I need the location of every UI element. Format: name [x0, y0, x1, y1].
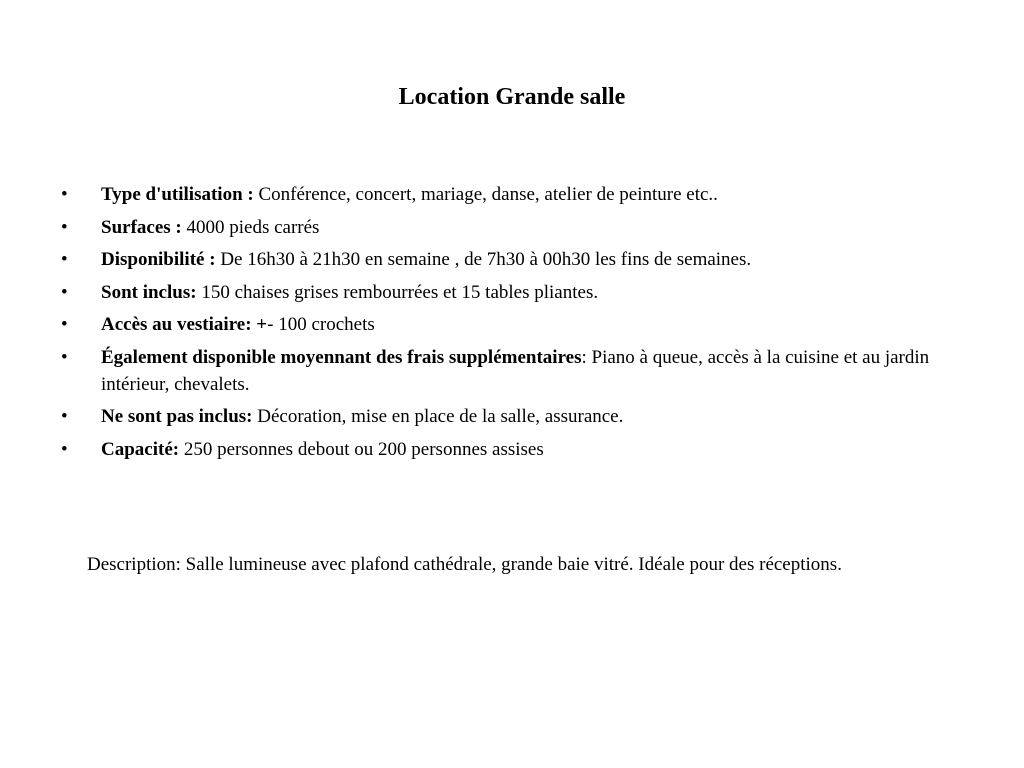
feature-label: Disponibilité :	[101, 249, 216, 270]
feature-item-not-included	[0, 403, 1024, 430]
feature-item-cloakroom	[0, 311, 1024, 338]
feature-text: De 16h30 à 21h30 en semaine , de 7h30 à 00h30 les fins de semaines.	[215, 249, 752, 270]
feature-label: Type d'utilisation :	[101, 184, 254, 205]
feature-text: : Piano à queue, accès à la cuisine et au jardin intérieur, chevalets.	[101, 346, 930, 395]
feature-item-surfaces	[0, 214, 1024, 241]
feature-text: 250 personnes debout ou 200 personnes assises	[179, 438, 544, 460]
feature-label: Capacité:	[101, 438, 180, 460]
feature-item-extras	[0, 344, 1024, 398]
feature-text: Décoration, mise en place de la salle, assurance.	[252, 406, 624, 427]
bullet: •	[61, 281, 68, 303]
feature-list	[0, 181, 1024, 468]
bullet: •	[61, 314, 68, 335]
bullet: •	[61, 406, 68, 427]
bullet: •	[61, 346, 68, 368]
feature-text: 150 chaises grises rembourrées et 15 tables pliantes.	[196, 281, 599, 303]
feature-text: - 100 crochets	[267, 314, 375, 335]
bullet: •	[61, 249, 68, 270]
page-title: Location Grande salle	[398, 84, 626, 110]
feature-item-included	[0, 279, 1024, 306]
description-paragraph: Description: Salle lumineuse avec plafond cathédrale, grande baie vitré. Idéale pour des réceptions.	[87, 554, 842, 575]
feature-text: 4000 pieds carrés	[181, 216, 320, 238]
feature-label: Accès au vestiaire: +	[101, 314, 268, 335]
bullet: •	[61, 184, 68, 205]
feature-text: Conférence, concert, mariage, danse, atelier de peinture etc..	[253, 184, 718, 205]
feature-label: Surfaces :	[101, 216, 182, 238]
feature-label: Sont inclus:	[101, 281, 197, 303]
feature-item-usage-type	[0, 181, 1024, 208]
feature-item-availability	[0, 246, 1024, 273]
feature-item-capacity	[0, 436, 1024, 463]
bullet: •	[61, 438, 68, 460]
feature-label: Également disponible moyennant des frais supplémentaires	[101, 346, 582, 368]
feature-label: Ne sont pas inclus:	[101, 406, 253, 427]
bullet: •	[61, 216, 68, 238]
